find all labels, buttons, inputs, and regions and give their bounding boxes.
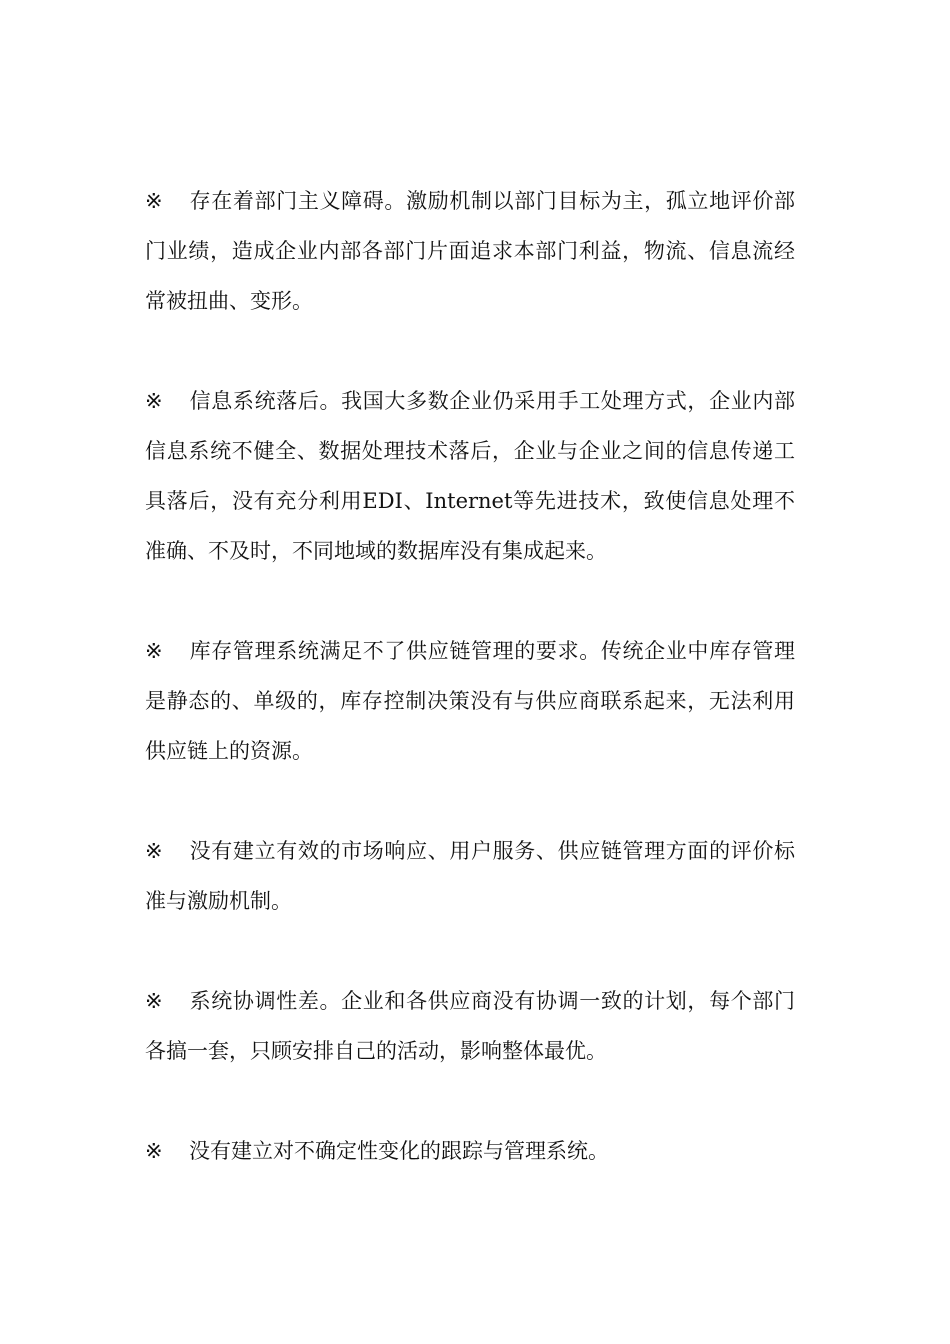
bullet-mark: ※ [145,839,163,863]
paragraph-information-system [145,376,795,576]
paragraph-uncertainty-tracking [145,1126,795,1176]
bullet-mark: ※ [145,389,163,413]
paragraph-evaluation-standards [145,826,795,926]
bullet-mark: ※ [145,189,163,213]
paragraph-departmentalism [145,176,795,326]
paragraph-text: 存在着部门主义障碍。激励机制以部门目标为主，孤立地评价部门业绩，造成企业内部各部门片面追求本部门利益，物流、信息流经常被扭曲、变形。 [145,189,795,313]
bullet-mark: ※ [145,1139,163,1163]
paragraph-text: 库存管理系统满足不了供应链管理的要求。传统企业中库存管理是静态的、单级的，库存控制决策没有与供应商联系起来，无法利用供应链上的资源。 [145,639,795,763]
paragraph-text: 没有建立对不确定性变化的跟踪与管理系统。 [189,1139,609,1163]
paragraph-text: 系统协调性差。企业和各供应商没有协调一致的计划，每个部门各搞一套，只顾安排自己的活动，影响整体最优。 [145,989,795,1063]
paragraph-text: 没有建立有效的市场响应、用户服务、供应链管理方面的评价标准与激励机制。 [145,839,795,913]
paragraph-text: 信息系统落后。我国大多数企业仍采用手工处理方式，企业内部信息系统不健全、数据处理技术落后，企业与企业之间的信息传递工具落后，没有充分利用EDI、Internet等先进技术，致使信息处理不准确、不及时，不同地域的数据库没有集成起来。 [145,389,795,563]
bullet-mark: ※ [145,639,163,663]
paragraph-inventory-management [145,626,795,776]
bullet-mark: ※ [145,989,163,1013]
document-body [145,176,795,1176]
paragraph-coordination [145,976,795,1076]
